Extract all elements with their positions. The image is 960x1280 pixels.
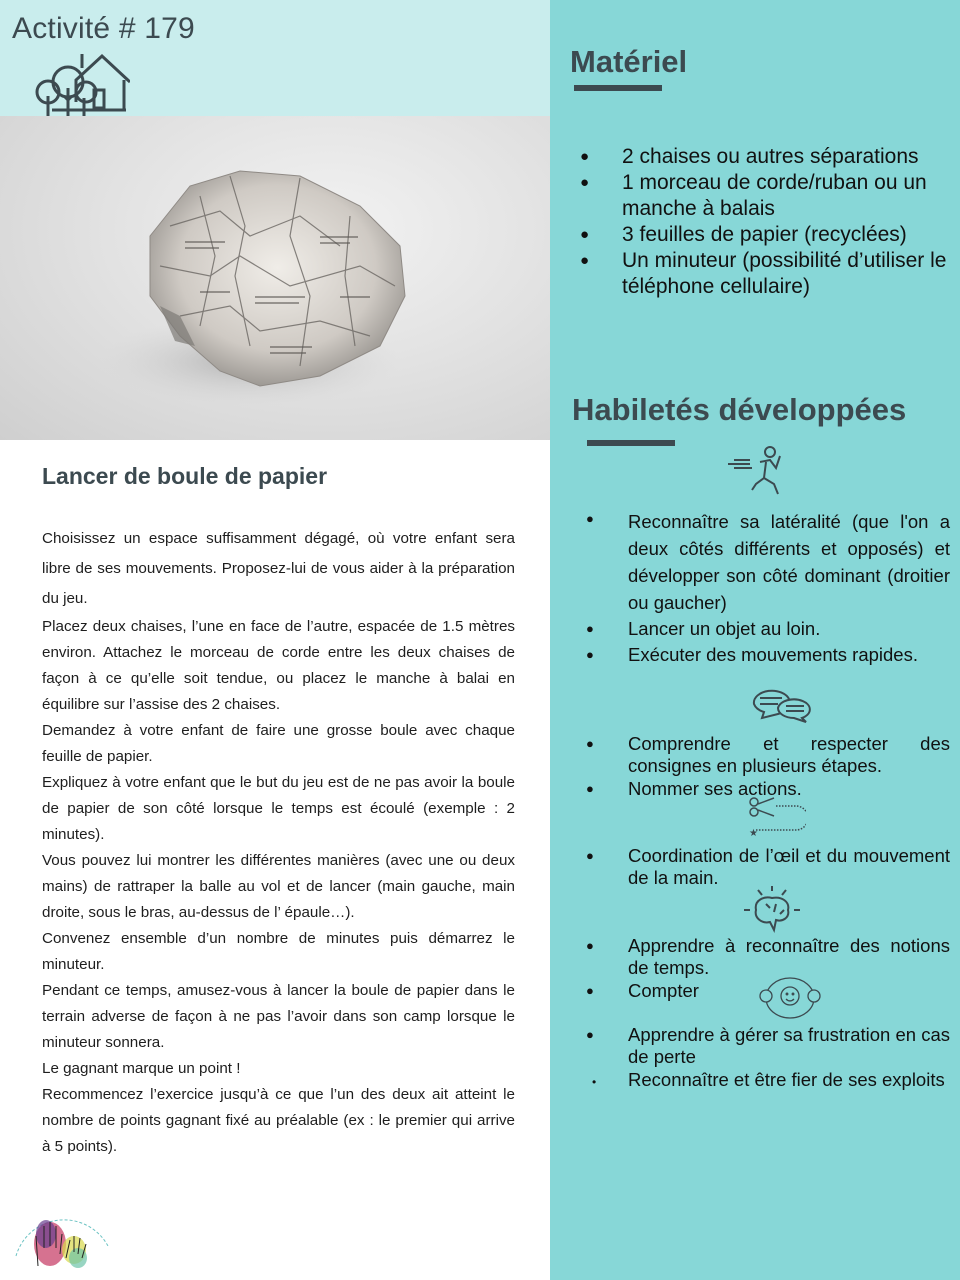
instruction-paragraph: Choisissez un espace suffisamment dégagé, où votre enfant sera libre de ses mouvements. Proposez-lui de vous aider à la préparation du jeu. <box>42 530 515 607</box>
skill-item: • Reconnaître et être fier de ses exploits <box>580 1069 950 1091</box>
instruction-paragraph: Placez deux chaises, l’une en face de l’autre, espacée de 1.5 mètres environ. Attachez le morceau de corde entre les deux chaises de façon à ce qu’elle soit tendue, ou placez le manche à balai en équilibre sur l’assise des 2 chaises. <box>42 618 515 713</box>
instruction-paragraph: Convenez ensemble d’un nombre de minutes puis démarrez le minuteur. <box>42 930 515 973</box>
skill-item: ● Apprendre à gérer sa frustration en cas de perte <box>586 1024 950 1067</box>
bullet: ● <box>586 938 594 953</box>
skill-item: ● Lancer un objet au loin. <box>586 618 821 639</box>
instruction-paragraph: Le gagnant marque un point ! <box>42 1060 241 1077</box>
bullet: ● <box>586 1027 594 1042</box>
skill-item: ● Exécuter des mouvements rapides. <box>586 644 918 665</box>
scissors-icon <box>746 796 806 838</box>
bullet: ● <box>586 736 594 751</box>
materiel-item: ● 2 chaises ou autres séparations <box>574 144 954 170</box>
running-person-icon <box>726 444 790 498</box>
page-title: Activité # 179 <box>12 12 195 45</box>
bullet: ● <box>586 781 594 796</box>
bullet: • <box>592 1075 597 1089</box>
bullet: ● <box>586 621 594 636</box>
skill-item: ● Comprendre et respecter des consignes en plusieurs étapes. <box>586 733 950 776</box>
bullet: ● <box>586 848 594 863</box>
instruction-paragraph: Demandez à votre enfant de faire une grosse boule avec chaque feuille de papier. <box>42 722 515 765</box>
skill-item: ● Compter <box>586 980 699 1001</box>
materiel-item: ● 1 morceau de corde/ruban ou un manche à balais <box>574 170 954 222</box>
svg-text:★: ★ <box>749 828 758 838</box>
instruction-paragraph: Vous pouvez lui montrer les différentes manières (avec une ou deux mains) de rattraper la balle au vol et de lancer (main gauche, main droite, sous le bras, au-dessus de l’ épaule…). <box>42 852 515 921</box>
skill-item: ● Nommer ses actions. <box>586 778 802 799</box>
brain-icon <box>742 886 808 936</box>
instruction-paragraph: Expliquez à votre enfant que le but du jeu est de ne pas avoir la boule de papier de son côté lorsque le temps est écoulé (exemple : 2 minutes). <box>42 774 515 843</box>
materiel-underline <box>574 85 662 91</box>
instruction-paragraph: Pendant ce temps, amusez-vous à lancer la boule de papier dans le terrain adverse de façon à ne pas l’avoir dans son camp lorsque le minuteur sonnera. <box>42 982 515 1051</box>
bullet: ● <box>586 647 594 662</box>
materiel-item: ● Un minuteur (possibilité d’utiliser le téléphone cellulaire) <box>574 248 954 300</box>
hands-logo-icon <box>8 1196 118 1276</box>
speech-bubbles-icon <box>748 684 814 724</box>
skill-item: ● Coordination de l’œil et du mouvement de la main. <box>586 845 950 888</box>
faces-circle-icon <box>756 976 824 1020</box>
instruction-paragraph: Recommencez l’exercice jusqu’à ce que l’un des deux ait atteint le nombre de points gagnant fixé au préalable (ex : le premier qui arrive à 5 points). <box>42 1086 515 1155</box>
skill-item: ● Apprendre à reconnaître des notions de temps. <box>586 935 950 978</box>
materiel-title: Matériel <box>570 44 688 79</box>
skill-item: ● Reconnaître sa latéralité (que l'on a deux côtés différents et opposés) et développer son côté dominant (droitier ou gaucher) <box>580 508 950 616</box>
habiletes-title: Habiletés développées <box>572 392 907 427</box>
bullet: ● <box>586 983 594 998</box>
bullet: ● <box>586 511 594 526</box>
house-trees-icon <box>34 52 130 116</box>
habiletes-underline <box>587 440 675 446</box>
materiel-item: ● 3 feuilles de papier (recyclées) <box>574 222 954 248</box>
crumpled-paper-photo <box>0 116 550 440</box>
materiel-list <box>574 144 954 300</box>
instructions <box>42 524 515 1160</box>
activity-name: Lancer de boule de papier <box>42 463 328 489</box>
